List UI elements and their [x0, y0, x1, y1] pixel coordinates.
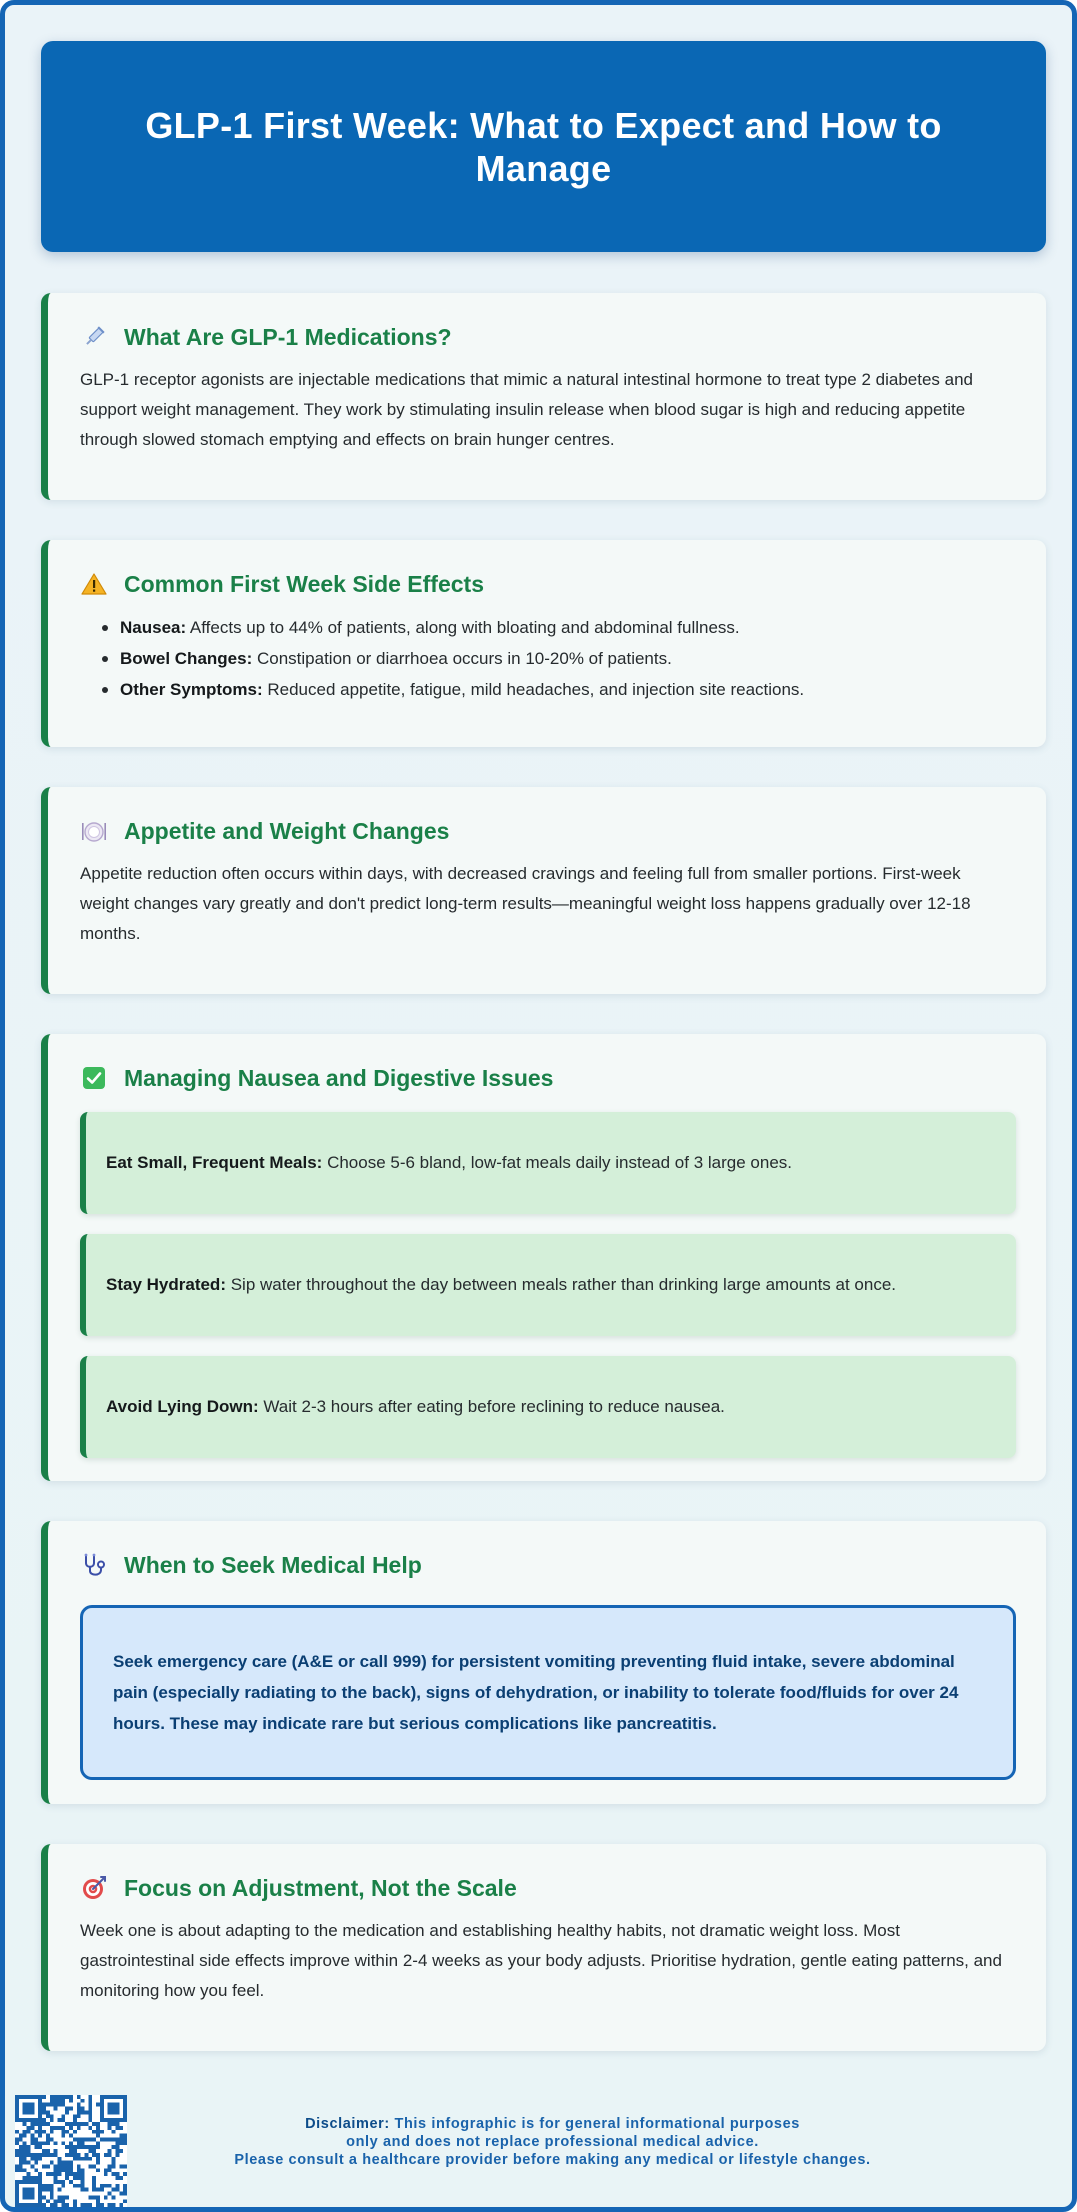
target-icon: [80, 1874, 108, 1902]
disclaimer-line-2: only and does not replace professional medical advice.: [346, 2134, 759, 2150]
section-side-effects: [41, 540, 1046, 747]
disclaimer-label: Disclaimer:: [305, 2116, 390, 2132]
footer: [15, 2095, 1070, 2209]
side-effects-list: [80, 612, 1006, 705]
tip-card: Stay Hydrated: Sip water throughout the day between meals rather than drinking large amounts at once.: [80, 1234, 1016, 1336]
alert-text: Seek emergency care (A&E or call 999) for persistent vomiting preventing fluid intake, severe abdominal pain (especially radiating to the back), signs of dehydration, or inability to tolerate food/fluids for over 24 hours. These may indicate rare but serious complications like pancreatitis.: [113, 1652, 959, 1733]
section-focus: [41, 1844, 1046, 2051]
disclaimer-line-1: This infographic is for general informational purposes: [389, 2116, 800, 2132]
section-title: Appetite and Weight Changes: [124, 817, 450, 844]
section-managing: [41, 1034, 1046, 1481]
section-body: GLP-1 receptor agonists are injectable medications that mimic a natural intestinal hormone to treat type 2 diabetes and support weight management. They work by stimulating insulin release when blood sugar is high and reducing appetite through slowed stomach emptying and effects on brain hunger centres.: [80, 370, 973, 449]
disclaimer: [145, 2115, 960, 2169]
section-title: Focus on Adjustment, Not the Scale: [124, 1874, 517, 1901]
page-header: [41, 41, 1046, 252]
section-title: When to Seek Medical Help: [124, 1551, 422, 1578]
section-what-are-glp1: [41, 293, 1046, 500]
tip-card: Eat Small, Frequent Meals: Choose 5-6 bland, low-fat meals daily instead of 3 large ones.: [80, 1112, 1016, 1214]
list-item: Bowel Changes: Constipation or diarrhoea occurs in 10-20% of patients.: [102, 643, 1006, 674]
page-title: GLP-1 First Week: What to Expect and How to Manage: [145, 104, 942, 189]
stethoscope-icon: [80, 1551, 108, 1579]
tip-card: Avoid Lying Down: Wait 2-3 hours after eating before reclining to reduce nausea.: [80, 1356, 1016, 1458]
section-appetite: [41, 787, 1046, 994]
section-title: Managing Nausea and Digestive Issues: [124, 1064, 554, 1091]
plate-icon: [80, 817, 108, 845]
disclaimer-line-3: Please consult a healthcare provider before making any medical or lifestyle changes.: [234, 2152, 871, 2168]
section-body: Week one is about adapting to the medication and establishing healthy habits, not dramatic weight loss. Most gastrointestinal side effects improve within 2-4 weeks as your body adjusts. Prioritise hydration, gentle eating patterns, and monitoring how you feel.: [80, 1921, 1002, 2000]
list-item: Nausea: Affects up to 44% of patients, along with bloating and abdominal fullness.: [102, 612, 1006, 643]
syringe-icon: [80, 323, 108, 351]
list-item: Other Symptoms: Reduced appetite, fatigue, mild headaches, and injection site reactions.: [102, 674, 1006, 705]
section-body: Appetite reduction often occurs within days, with decreased cravings and feeling full from smaller portions. First-week weight changes vary greatly and don't predict long-term results—meaningful weight loss happens gradually over 12-18 months.: [80, 864, 971, 943]
check-icon: [80, 1064, 108, 1092]
section-title: Common First Week Side Effects: [124, 570, 484, 597]
section-title: What Are GLP-1 Medications?: [124, 323, 452, 350]
section-medical-help: [41, 1521, 1046, 1804]
warning-icon: [80, 570, 108, 598]
emergency-alert: [80, 1605, 1016, 1780]
qr-code[interactable]: [15, 2095, 127, 2207]
